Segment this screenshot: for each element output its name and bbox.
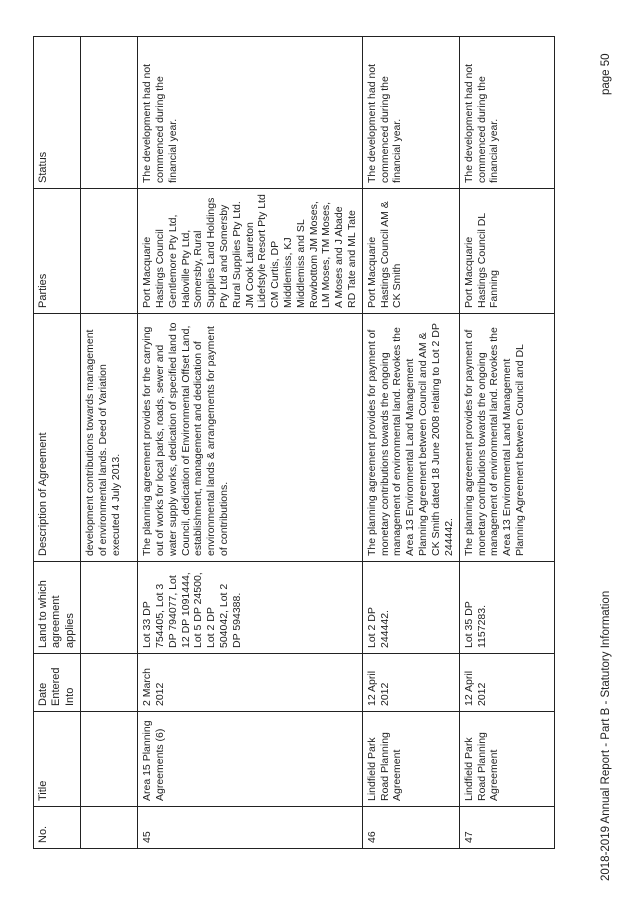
table-row [362, 37, 459, 849]
cell-description: The planning agreement provides for payment of monetary contributions towards the ongoing management of environmental land. Revokes the Area 13 Environmental Land Management Planning Agreement between Council and AM & CK Smith dated 18 June 2008 relating to Lot 2 DP 244442. [362, 314, 459, 562]
cell-parties [81, 189, 138, 314]
cell-no: 46 [362, 807, 459, 849]
cell-date: 2 March 2012 [138, 654, 363, 712]
cell-land [81, 562, 138, 654]
header-date: Date Entered Into [34, 654, 81, 712]
cell-no: 47 [459, 807, 554, 849]
cell-status [81, 37, 138, 189]
cell-no [81, 807, 138, 849]
table-row [138, 37, 363, 849]
cell-parties: Port Macquarie Hastings Council AM & CK Smith [362, 189, 459, 314]
planning-agreements-table [33, 36, 555, 849]
cell-status: The development had not commenced during the financial year. [459, 37, 554, 189]
table-row [459, 37, 554, 849]
cell-title [81, 712, 138, 807]
header-status: Status [34, 37, 81, 189]
cell-status: The development had not commenced during the financial year. [362, 37, 459, 189]
report-footer: 2018-2019 Annual Report - Part B - Statutory Information [600, 590, 612, 881]
header-title: Title [34, 712, 81, 807]
header-description: Description of Agreement [34, 314, 81, 562]
header-no: No. [34, 807, 81, 849]
cell-parties: Port Macquarie Hastings Council DL Fanning [459, 189, 554, 314]
cell-description: development contributions towards management of environmental lands. Deed of Variation executed 4 July 2013. [81, 314, 138, 562]
cell-description: The planning agreement provides for payment of monetary contributions towards the ongoing management of environmental land. Revokes the Area 13 Environmental Land Management Planning Agreement between Council and DL [459, 314, 554, 562]
header-land: Land to which agreement applies [34, 562, 81, 654]
cell-description: The planning agreement provides for the carrying out of works for local parks, roads, sewer and water supply works, dedication of specified land to Council, dedication of Environmental Offset Land, establishment, management and dedication of environmental lands & arrangements for payment of contributions. [138, 314, 363, 562]
cell-no: 45 [138, 807, 363, 849]
cell-date [81, 654, 138, 712]
cell-parties: Port Macquarie Hastings Council Gentlemore Pty Ltd, Haloville Pty Ltd, Somersby, Rural Supplies Land Holdings Pty Ltd and Somersby Rural Supplies Pty Ltd. JM Cook Laureton Lidefstyle Resort Pty Ltd CM Curtis, DP Middlemiss, KJ Middlemiss and SL Rowbottom JM Moses, LM Moses, TM Moses, A Moses and J Abade RD Tate and ML Tate [138, 189, 363, 314]
cell-date: 12 April 2012 [362, 654, 459, 712]
cell-title: Lindfield Park Road Planning Agreement [362, 712, 459, 807]
cell-date: 12 April 2012 [459, 654, 554, 712]
page-number: page 50 [600, 53, 612, 95]
table-header-row [34, 37, 81, 849]
cell-status: The development had not commenced during the financial year. [138, 37, 363, 189]
header-parties: Parties [34, 189, 81, 314]
cell-land: Lot 33 DP 754405, Lot 3 DP 794077, Lot 12 DP 1091444, Lot 5 DP 24500, Lot 2 DP 504042, Lot 2 DP 594388. [138, 562, 363, 654]
table-row [81, 37, 138, 849]
cell-title: Lindfield Park Road Planning Agreement [459, 712, 554, 807]
cell-land: Lot 2 DP 244442. [362, 562, 459, 654]
cell-land: Lot 35 DP 1157283. [459, 562, 554, 654]
cell-title: Area 15 Planning Agreements (6) [138, 712, 363, 807]
